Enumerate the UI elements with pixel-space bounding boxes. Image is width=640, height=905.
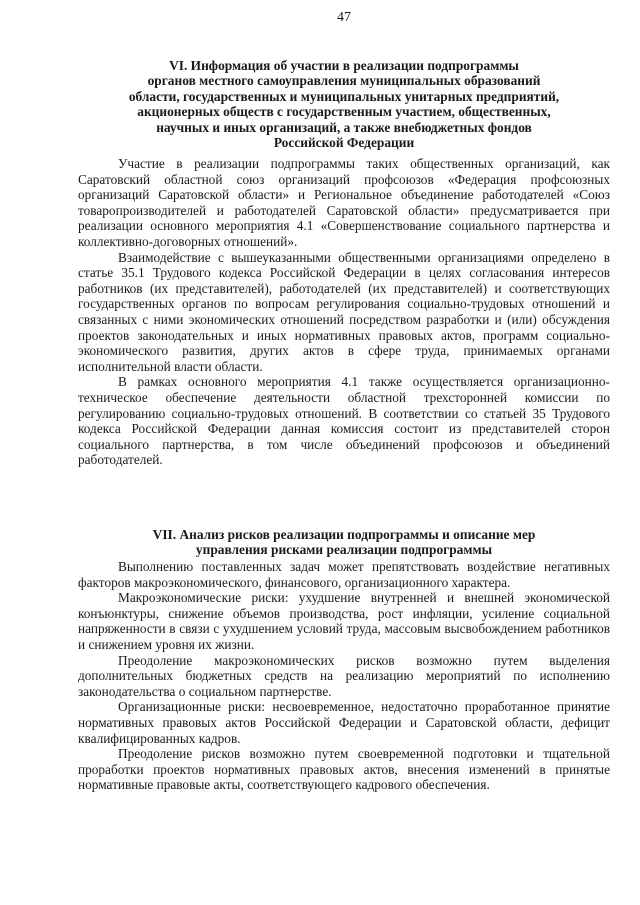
section-7-body [78, 559, 610, 793]
section-7-paragraph: Преодоление макроэкономических рисков возможно путем выделения дополнительных бюджетных средств на реализацию мероприятий по исполнению законодательства о социальном партнерстве. [78, 652, 610, 699]
section-6-paragraph: В рамках основного мероприятия 4.1 также осуществляется организационно-техническое обеспечение деятельности областной трехсторонней комиссии по регулированию социально-трудовых отношений. В соответствии со статьей 35 Трудового кодекса Российской Федерации данная комиссия состоит из представителей сторон социального партнерства, в том числе объединений профсоюзов и объединений работодателей. [78, 374, 610, 468]
section-7-paragraph: Макроэкономические риски: ухудшение внутренней и внешней экономической конъюнктуры, снижение объемов производства, рост инфляции, усиление социальной напряженности в связи с ухудшением условий труда, массовым высвобождением работников и снижением уровня их жизни. [78, 590, 610, 652]
section-6-heading-line: научных и иных организаций, а также внебюджетных фондов [156, 119, 532, 135]
section-6-heading-line: акционерных обществ с государственным участием, общественных, [137, 104, 551, 120]
section-6-heading-line: органов местного самоуправления муниципальных образований [147, 73, 541, 89]
section-7-paragraph: Выполнению поставленных задач может препятствовать воздействие негативных факторов макроэкономического, финансового, организационного характера. [78, 559, 610, 590]
section-7-heading-line: управления рисками реализации подпрограммы [195, 542, 493, 558]
section-6-heading [78, 58, 610, 150]
section-7-paragraph: Преодоление рисков возможно путем своевременной подготовки и тщательной проработки проектов нормативных правовых актов, внесения изменений в принятые нормативные правовые акты, соответствующего кадрового обеспечения. [78, 746, 610, 793]
section-6-body [78, 156, 610, 468]
section-6-paragraph: Взаимодействие с вышеуказанными общественными организациями определено в статье 35.1 Трудового кодекса Российской Федерации в целях согласования интересов работников (их представителей), работодателей (их представителей) и соответствующих государственных органов по вопросам регулирования социально-трудовых отношений и связанных с ними экономических отношений посредством разработки и (или) обсуждения проектов законодательных и иных нормативных правовых актов, программ социально-экономического развития, других актов в сфере труда, принимаемых органами исполнительной власти области. [78, 249, 610, 374]
section-7-heading [78, 527, 610, 558]
section-6-paragraph: Участие в реализации подпрограммы таких общественных организаций, как Саратовский областной союз организаций профсоюзов «Федерация профсоюзных организаций Саратовской области» и Региональное объединение работодателей «Союз товаропроизводителей и работодателей Саратовской области» предусматривается при реализации основного мероприятия 4.1 «Совершенствование социального партнерства и коллективно-договорных отношений». [78, 156, 610, 249]
section-6-heading-line: области, государственных и муниципальных унитарных предприятий, [128, 88, 560, 104]
section-7-heading-line: VII. Анализ рисков реализации подпрограммы и описание мер [152, 527, 536, 542]
section-6-heading-line: Российской Федерации [273, 135, 415, 151]
page-number: 47 [337, 10, 351, 25]
section-6-heading-line: VI. Информация об участии в реализации подпрограммы [169, 58, 519, 73]
section-7-paragraph: Организационные риски: несвоевременное, недостаточно проработанное принятие нормативных правовых актов Российской Федерации и Саратовской области, дефицит квалифицированных кадров. [78, 699, 610, 746]
